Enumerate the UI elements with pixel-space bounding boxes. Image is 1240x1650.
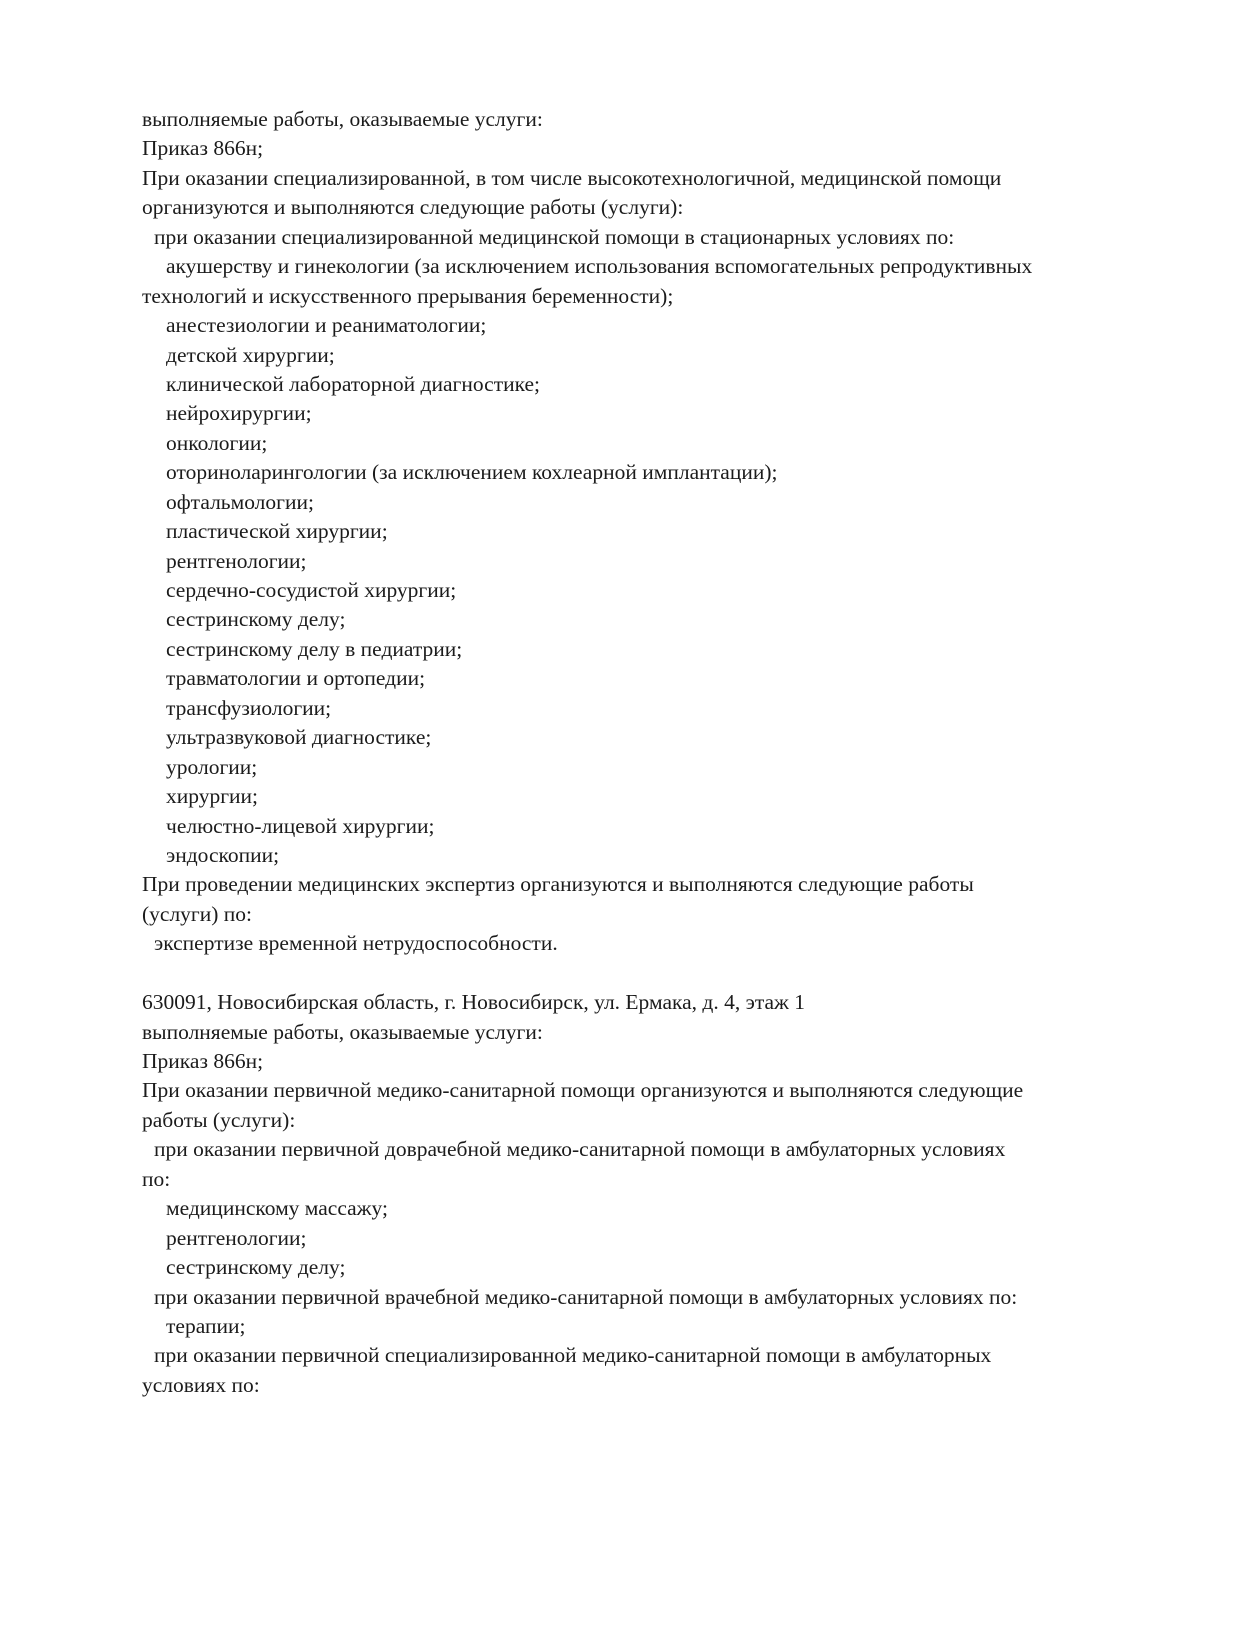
list-item: нейрохирургии; <box>166 401 312 426</box>
list-item: клинической лабораторной диагностике; <box>166 371 541 396</box>
list-item: оториноларингологии (за исключением кохлеарной имплантации); <box>166 460 778 485</box>
specialized-primary-heading-line-2: условиях по: <box>142 1372 260 1397</box>
list-item: травматологии и ортопедии; <box>166 666 426 691</box>
list-item: медицинскому массажу; <box>166 1196 388 1221</box>
list-item: сестринскому делу; <box>166 1255 346 1280</box>
list-item-first-line-2: технологий и искусственного прерывания беременности); <box>142 283 674 308</box>
section-spacer <box>142 959 1162 988</box>
physician-heading: при оказании первичной врачебной медико-санитарной помощи в амбулаторных условиях по: <box>154 1284 1018 1309</box>
list-item-first-line-1: акушерству и гинекологии (за исключением использования вспомогательных репродуктивных <box>166 254 1033 279</box>
list-item: хирургии; <box>166 784 259 809</box>
order-reference: Приказ 866н; <box>142 1049 264 1073</box>
order-reference: Приказ 866н; <box>142 136 264 161</box>
works-heading: выполняемые работы, оказываемые услуги: <box>142 107 543 131</box>
specialized-intro-line-1: При оказании специализированной, в том числе высокотехнологичной, медицинской помощи <box>142 165 1002 190</box>
list-item: урологии; <box>166 754 258 779</box>
list-item: пластической хирургии; <box>166 519 388 544</box>
list-item: сестринскому делу в педиатрии; <box>166 636 463 661</box>
specialized-intro-line-2: организуются и выполняются следующие работы (услуги): <box>142 195 684 220</box>
list-item: онкологии; <box>166 430 268 455</box>
primary-intro-line-2: работы (услуги): <box>142 1107 296 1132</box>
document-body <box>142 105 1162 1400</box>
list-item: эндоскопии; <box>166 842 280 867</box>
list-item: терапии; <box>166 1313 246 1338</box>
list-item: анестезиологии и реаниматологии; <box>166 313 487 338</box>
address: 630091, Новосибирская область, г. Новосибирск, ул. Ермака, д. 4, этаж 1 <box>142 990 805 1015</box>
expertise-intro-line-1: При проведении медицинских экспертиз организуются и выполняются следующие работы <box>142 872 974 897</box>
list-item: офтальмологии; <box>166 489 314 514</box>
list-item: челюстно-лицевой хирургии; <box>166 813 435 838</box>
prehospital-heading-line-2: по: <box>142 1166 171 1191</box>
list-item: рентгенологии; <box>166 1225 307 1250</box>
list-item: сердечно-сосудистой хирургии; <box>166 578 457 602</box>
works-heading: выполняемые работы, оказываемые услуги: <box>142 1019 543 1044</box>
list-item: детской хирургии; <box>166 342 335 367</box>
expertise-item: экспертизе временной нетрудоспособности. <box>154 931 558 956</box>
expertise-intro-line-2: (услуги) по: <box>142 901 253 926</box>
list-item: рентгенологии; <box>166 548 307 573</box>
list-item: сестринскому делу; <box>166 607 346 632</box>
list-item: трансфузиологии; <box>166 695 332 720</box>
inpatient-subheading: при оказании специализированной медицинской помощи в стационарных условиях по: <box>154 224 955 249</box>
primary-intro-line-1: При оказании первичной медико-санитарной помощи организуются и выполняются следующие <box>142 1078 1024 1103</box>
list-item: ультразвуковой диагностике; <box>166 725 432 750</box>
prehospital-heading-line-1: при оказании первичной доврачебной медико-санитарной помощи в амбулаторных условиях <box>154 1137 1006 1162</box>
specialized-primary-heading-line-1: при оказании первичной специализированной медико-санитарной помощи в амбулаторных <box>154 1343 992 1368</box>
